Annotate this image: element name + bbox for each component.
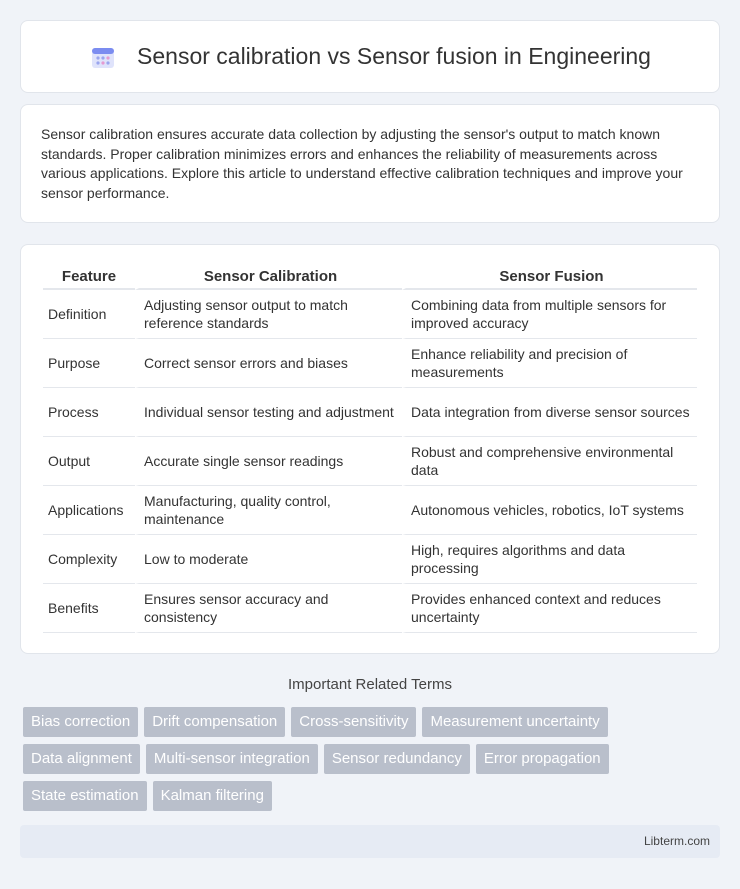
table-header-row — [43, 265, 697, 290]
row-fusion: Robust and comprehensive environmental data — [402, 437, 697, 486]
row-fusion: Autonomous vehicles, robotics, IoT systems — [402, 486, 697, 535]
row-fusion: Data integration from diverse sensor sources — [402, 388, 697, 437]
comparison-table — [43, 265, 697, 633]
related-term-tag[interactable]: Bias correction — [23, 707, 138, 737]
calendar-grid-icon — [89, 43, 117, 71]
row-fusion: High, requires algorithms and data processing — [402, 535, 697, 584]
row-calibration: Low to moderate — [135, 535, 402, 584]
row-calibration: Ensures sensor accuracy and consistency — [135, 584, 402, 633]
header-card — [20, 20, 720, 93]
footer — [20, 825, 720, 858]
intro-text: Sensor calibration ensures accurate data collection by adjusting the sensor's output to match known standards. Proper calibration minimizes errors and enhances the reliability of measurements across various applications. Explore this article to understand effective calibration techniques and improve your sensor performance. — [41, 126, 683, 201]
row-feature: Complexity — [43, 535, 135, 584]
row-feature: Applications — [43, 486, 135, 535]
related-term-tag[interactable]: Cross-sensitivity — [291, 707, 416, 737]
related-terms-title: Important Related Terms — [288, 676, 452, 693]
comparison-table-card — [20, 244, 720, 654]
row-feature: Benefits — [43, 584, 135, 633]
related-term-tag[interactable]: Drift compensation — [144, 707, 285, 737]
intro-card — [20, 104, 720, 223]
table-row — [43, 535, 697, 584]
table-row — [43, 339, 697, 388]
row-feature: Purpose — [43, 339, 135, 388]
related-term-tag[interactable]: Measurement uncertainty — [422, 707, 607, 737]
table-row — [43, 290, 697, 339]
related-terms-list — [23, 707, 723, 818]
row-calibration: Manufacturing, quality control, maintenance — [135, 486, 402, 535]
table-row — [43, 388, 697, 437]
table-row — [43, 584, 697, 633]
footer-site-link[interactable]: Libterm.com — [643, 834, 710, 848]
header-fusion: Sensor Fusion — [402, 265, 697, 290]
row-fusion: Combining data from multiple sensors for improved accuracy — [402, 290, 697, 339]
page-title: Sensor calibration vs Sensor fusion in Engineering — [137, 43, 651, 69]
related-term-tag[interactable]: Sensor redundancy — [324, 744, 470, 774]
related-term-tag[interactable]: Multi-sensor integration — [146, 744, 318, 774]
table-row — [43, 437, 697, 486]
row-feature: Definition — [43, 290, 135, 339]
related-term-tag[interactable]: State estimation — [23, 781, 147, 811]
row-calibration: Accurate single sensor readings — [135, 437, 402, 486]
row-calibration: Individual sensor testing and adjustment — [135, 388, 402, 437]
row-feature: Process — [43, 388, 135, 437]
related-term-tag[interactable]: Kalman filtering — [153, 781, 272, 811]
row-calibration: Correct sensor errors and biases — [135, 339, 402, 388]
table-row — [43, 486, 697, 535]
row-fusion: Enhance reliability and precision of measurements — [402, 339, 697, 388]
header-feature: Feature — [43, 265, 135, 290]
header-calibration: Sensor Calibration — [135, 265, 402, 290]
row-fusion: Provides enhanced context and reduces uncertainty — [402, 584, 697, 633]
related-term-tag[interactable]: Error propagation — [476, 744, 609, 774]
related-term-tag[interactable]: Data alignment — [23, 744, 140, 774]
row-calibration: Adjusting sensor output to match reference standards — [135, 290, 402, 339]
row-feature: Output — [43, 437, 135, 486]
